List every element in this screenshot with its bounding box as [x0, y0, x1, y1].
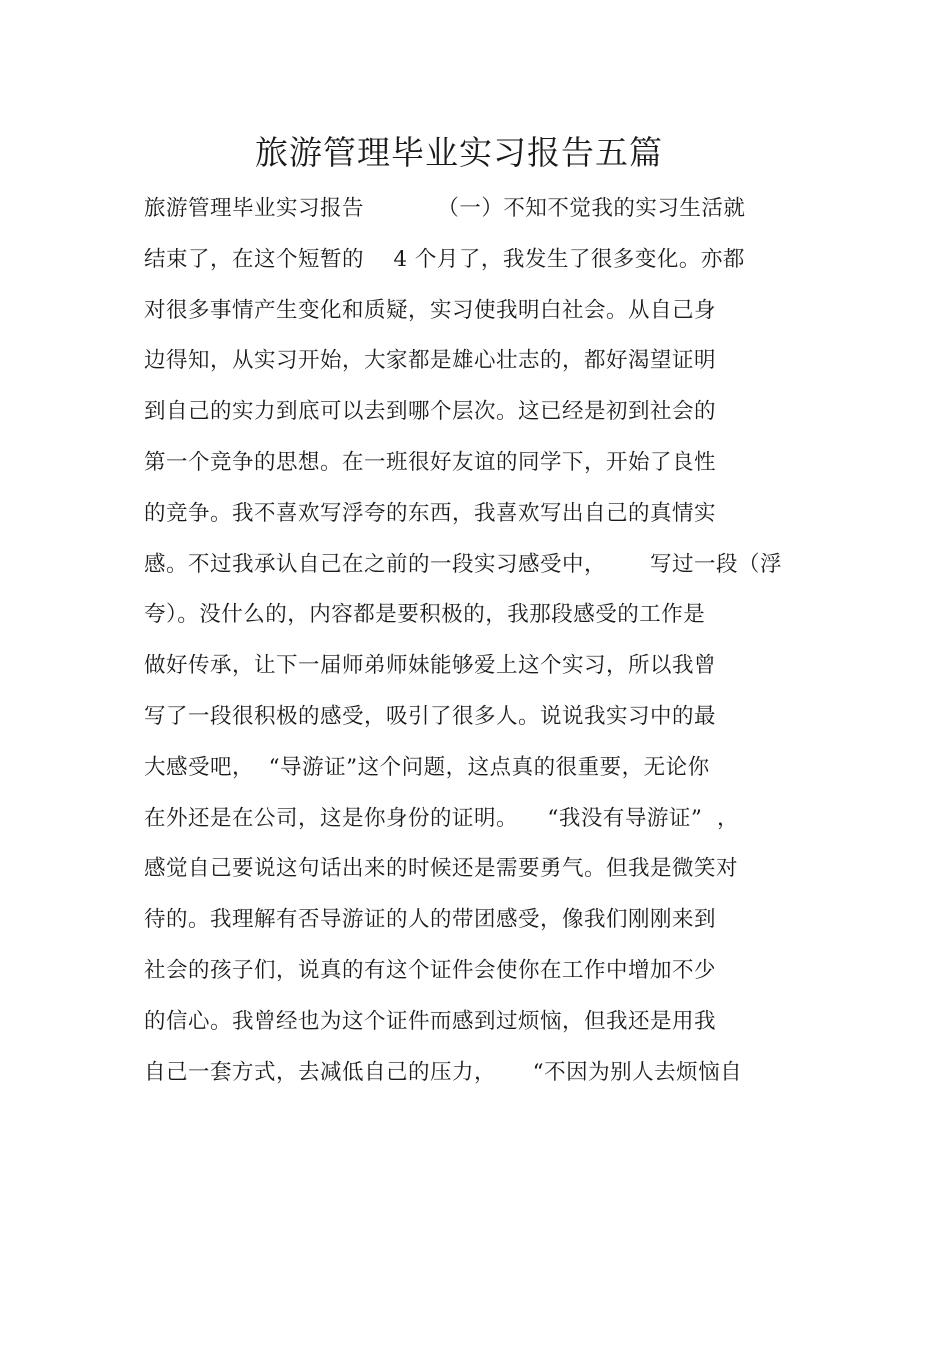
body-line: 感觉自己要说这句话出来的时候还是需要勇气。但我是微笑对	[144, 856, 739, 882]
body-line: 的竞争。我不喜欢写浮夸的东西，我喜欢写出自己的真情实	[144, 500, 717, 526]
body-line: 感。不过我承认自己在之前的一段实习感受中， 写过一段（浮	[144, 551, 783, 577]
body-line: 大感受吧， “导游证”这个问题，这点真的很重要，无论你	[144, 754, 710, 780]
document-body	[144, 188, 824, 1102]
body-line: 待的。我理解有否导游证的人的带团感受，像我们刚刚来到	[144, 907, 717, 933]
body-line: 在外还是在公司，这是你身份的证明。 “我没有导游证” ，	[144, 805, 739, 831]
body-line: 做好传承，让下一届师弟师妹能够爱上这个实习，所以我曾	[144, 653, 717, 679]
body-line: 第一个竞争的思想。在一班很好友谊的同学下，开始了良性	[144, 449, 717, 475]
body-line: 自己一套方式，去减低自己的压力， “不因为别人去烦恼自	[144, 1059, 743, 1085]
body-line: 旅游管理毕业实习报告 （一）不知不觉我的实习生活就	[144, 196, 746, 221]
body-line: 结束了，在这个短暂的 4 个月了，我发生了很多变化。亦都	[144, 246, 745, 272]
body-line: 的信心。我曾经也为这个证件而感到过烦恼，但我还是用我	[144, 1008, 717, 1034]
body-line: 对很多事情产生变化和质疑，实习使我明白社会。从自己身	[144, 297, 717, 323]
body-line: 写了一段很积极的感受，吸引了很多人。说说我实习中的最	[144, 703, 717, 729]
document-title: 旅游管理毕业实习报告五篇	[255, 133, 663, 172]
body-line: 夸）。没什么的，内容都是要积极的，我那段感受的工作是	[144, 602, 706, 628]
body-line: 社会的孩子们，说真的有这个证件会使你在工作中增加不少	[144, 957, 717, 983]
body-line: 边得知，从实习开始，大家都是雄心壮志的，都好渴望证明	[144, 348, 717, 374]
body-line: 到自己的实力到底可以去到哪个层次。这已经是初到社会的	[144, 399, 717, 425]
